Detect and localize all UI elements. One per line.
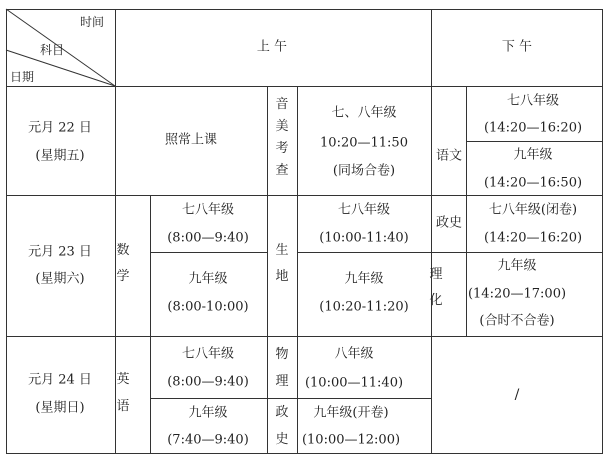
morning-header: 上 午 — [256, 39, 288, 55]
time-label: (10:20-11:20) — [319, 299, 409, 315]
grade-label: 七八年级 — [181, 202, 235, 218]
note-label: (同场合卷) — [332, 163, 396, 179]
weekday-day3: (星期日) — [35, 400, 85, 416]
time-label: (10:00—11:40) — [304, 375, 404, 391]
subject-chinese: 语文 — [435, 148, 463, 164]
corner-date-label: 日期 — [10, 70, 35, 84]
time-label: (8:00-10:00) — [167, 299, 249, 315]
afternoon-header: 下 午 — [501, 39, 533, 55]
time-label: (10:00—12:00) — [301, 432, 401, 448]
grade-label: 九年级 — [344, 271, 384, 287]
grade-label: 七八年级(闭卷) — [488, 202, 578, 218]
grade-label: 九年级 — [188, 405, 228, 421]
subject-politics-history: 政史 — [435, 215, 463, 231]
grade-label: 七、八年级 — [331, 105, 397, 121]
subject-math: 数 学 — [116, 243, 130, 284]
time-label: (8:00—9:40) — [167, 374, 249, 390]
subject-char: 音 — [275, 97, 289, 112]
date-day3: 元月 24 日 — [28, 372, 92, 388]
subject-physics-chem: 理 化 — [429, 267, 443, 308]
date-day2: 元月 23 日 — [28, 244, 92, 260]
time-label: (10:00-11:40) — [319, 230, 409, 246]
subject-physics: 物 理 — [275, 347, 289, 389]
date-day1: 元月 22 日 — [28, 120, 92, 136]
subject-politics-history: 政 史 — [275, 405, 289, 447]
subject-bio-geo: 生 地 — [275, 243, 289, 284]
time-label: 10:20—11:50 — [320, 135, 408, 151]
grade-label: 七八年级 — [506, 93, 560, 109]
grade-label: 九年级 — [497, 258, 537, 274]
time-label: (8:00—9:40) — [167, 230, 249, 246]
note-label: (合时不合卷) — [479, 313, 555, 329]
grade-label: 七八年级 — [181, 346, 235, 362]
morning-note-day1: 照常上课 — [164, 132, 218, 148]
weekday-day1: (星期五) — [35, 148, 85, 164]
corner-subject-label: 科目 — [40, 43, 65, 57]
subject-music-art: 音 美 考 查 — [275, 97, 289, 178]
time-label: (14:20—16:50) — [483, 175, 583, 191]
time-label: (14:20—16:20) — [483, 120, 583, 136]
grade-label: 八年级 — [334, 346, 374, 362]
grade-label: 九年级 — [513, 147, 553, 163]
time-label: (14:20—17:00) — [467, 286, 567, 302]
grade-label: 七八年级 — [337, 202, 391, 218]
weekday-day2: (星期六) — [35, 271, 85, 287]
time-label: (7:40—9:40) — [167, 432, 249, 448]
empty-afternoon-mark: / — [514, 387, 520, 403]
time-label: (14:20—16:20) — [483, 230, 583, 246]
subject-english: 英 语 — [116, 372, 130, 414]
grade-label: 九年级 — [188, 271, 228, 287]
grade-label: 九年级(开卷) — [313, 405, 389, 421]
corner-time-label: 时间 — [80, 15, 105, 29]
